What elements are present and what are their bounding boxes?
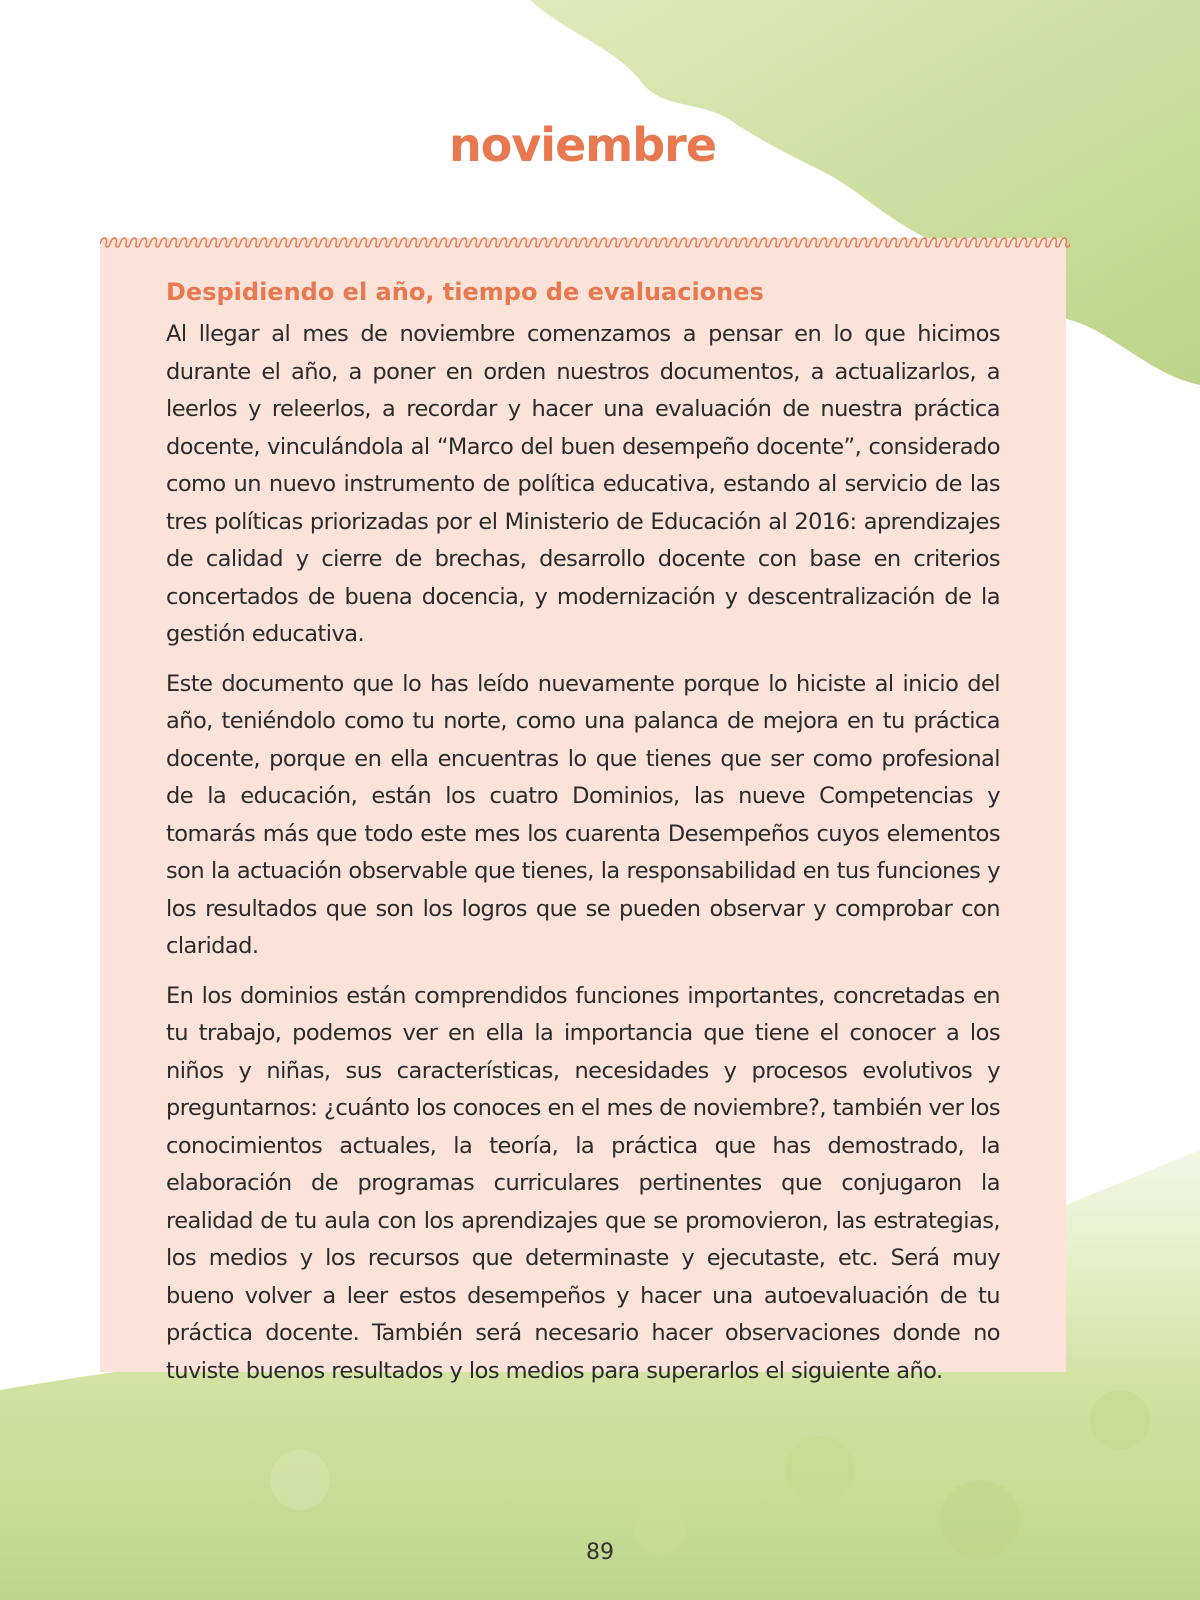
page-number: 89: [586, 1540, 614, 1565]
scalloped-border: [100, 236, 1070, 252]
content-body: [166, 278, 1000, 1402]
paragraph-1: Al llegar al mes de noviembre comenzamos a pensar en lo que hicimos durante el año, a poner en orden nuestros documentos, a actualizarlos, a leerlos y releerlos, a recordar y hacer una evaluación de nuestra práctica docente, vinculándola al “Marco del buen desempeño docente”, considerado como un nuevo instrumento de política educativa, estando al servicio de las tres políticas priorizadas por el Ministerio de Educación al 2016: aprendizajes de calidad y cierre de brechas, desarrollo docente con base en criterios concertados de buena docencia, y modernización y descentralización de la gestión educativa.: [166, 321, 1000, 647]
paragraph-2: Este documento que lo has leído nuevamente porque lo hiciste al inicio del año, teniéndolo como tu norte, como una palanca de mejora en tu práctica docente, porque en ella encuentras lo que tienes que ser como profesional de la educación, están los cuatro Dominios, las nueve Competencias y tomarás más que todo este mes los cuarenta Desempeños cuyos elementos son la actuación observable que tienes, la responsabilidad en tus funciones y los resultados que son los logros que se pueden observar y comprobar con claridad.: [166, 670, 1000, 959]
section-heading: Despidiendo el año, tiempo de evaluaciones: [166, 278, 764, 306]
paragraph-3: En los dominios están comprendidos funciones importantes, concretadas en tu trabajo, podemos ver en ella la importancia que tiene el conocer a los niños y niñas, sus características, necesidades y procesos evolutivos y preguntarnos: ¿cuánto los conoces en el mes de noviembre?, también ver los conocimientos actuales, la teoría, la práctica que has demostrado, la elaboración de programas curriculares pertinentes que conjugaron la realidad de tu aula con los aprendizajes que se promovieron, las estrategias, los medios y los recursos que determinaste y ejecutaste, etc. Será muy bueno volver a leer estos desempeños y hacer una autoevaluación de tu práctica docente. También será necesario hacer observaciones donde no tuviste buenos resultados y los medios para superarlos el siguiente año.: [166, 982, 1000, 1384]
page-title: noviembre: [448, 118, 717, 172]
